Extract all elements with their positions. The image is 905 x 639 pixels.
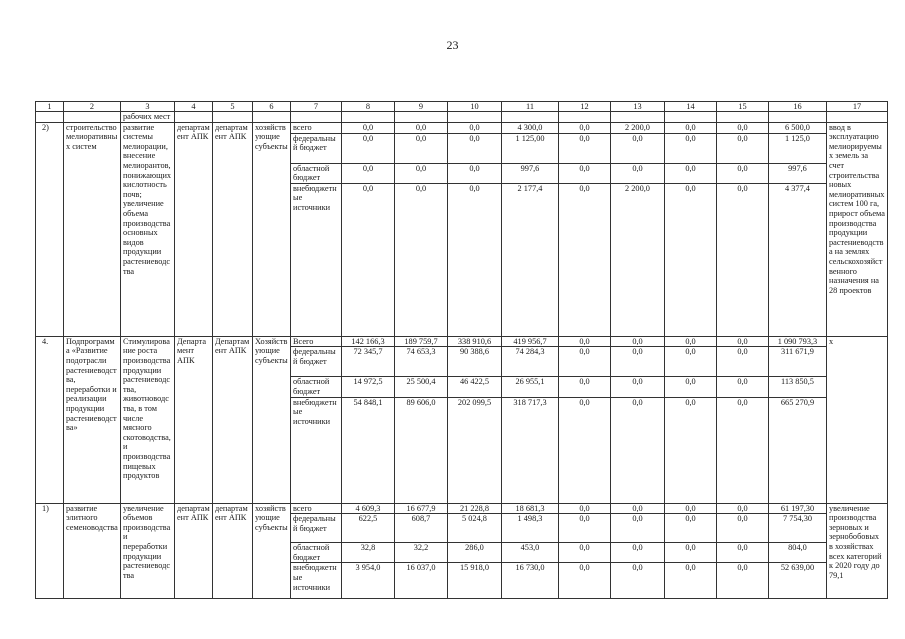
section-coexecutor: департамент АПК — [213, 122, 253, 336]
funding-value: 286,0 — [448, 543, 502, 563]
funding-value: 0,0 — [559, 503, 611, 514]
funding-value: 0,0 — [665, 133, 717, 163]
funding-value: 0,0 — [611, 563, 665, 599]
column-header-9: 9 — [395, 102, 448, 112]
funding-value: 1 125,0 — [769, 133, 827, 163]
section-name: строительство мелиоративных систем — [64, 122, 121, 336]
section-id: 2) — [36, 122, 64, 336]
funding-value: 0,0 — [342, 163, 395, 183]
funding-source: Всего — [291, 336, 342, 347]
funding-value: 0,0 — [559, 163, 611, 183]
funding-value: 0,0 — [665, 397, 717, 503]
funding-value: 0,0 — [717, 336, 769, 347]
funding-value: 0,0 — [665, 543, 717, 563]
funding-value: 2 177,4 — [502, 183, 559, 336]
funding-value: 26 955,1 — [502, 377, 559, 397]
column-number-row — [36, 102, 888, 112]
funding-value: 0,0 — [395, 122, 448, 133]
funding-value: 0,0 — [665, 377, 717, 397]
section-participants: хозяйствующие субъекты — [253, 122, 291, 336]
funding-value: 32,2 — [395, 543, 448, 563]
funding-value: 0,0 — [665, 503, 717, 514]
funding-value: 0,0 — [559, 122, 611, 133]
funding-value: 0,0 — [665, 183, 717, 336]
funding-value: 804,0 — [769, 543, 827, 563]
funding-value: 0,0 — [611, 163, 665, 183]
funding-value: 0,0 — [611, 347, 665, 377]
funding-value: 608,7 — [395, 514, 448, 543]
funding-value: 0,0 — [611, 133, 665, 163]
funding-source: всего — [291, 122, 342, 133]
funding-value: 0,0 — [717, 183, 769, 336]
section-coexecutor: департамент АПК — [213, 503, 253, 599]
funding-value: 0,0 — [559, 514, 611, 543]
funding-source: федеральный бюджет — [291, 514, 342, 543]
funding-value: 16 730,0 — [502, 563, 559, 599]
funding-value: 7 754,30 — [769, 514, 827, 543]
funding-value: 0,0 — [717, 397, 769, 503]
funding-value: 52 639,00 — [769, 563, 827, 599]
funding-value: 4 609,3 — [342, 503, 395, 514]
section-id: 1) — [36, 503, 64, 599]
funding-value: 318 717,3 — [502, 397, 559, 503]
funding-value: 0,0 — [611, 397, 665, 503]
funding-value: 90 388,6 — [448, 347, 502, 377]
funding-value: 32,8 — [342, 543, 395, 563]
funding-value: 2 200,0 — [611, 183, 665, 336]
funding-value: 997,6 — [502, 163, 559, 183]
section-name: Подпрограмма «Развитие подотрасли растениеводства, переработки и реализации продукции растениеводства» — [64, 336, 121, 503]
funding-value: 0,0 — [717, 514, 769, 543]
funding-value: 0,0 — [717, 563, 769, 599]
funding-value: 0,0 — [665, 514, 717, 543]
column-header-8: 8 — [342, 102, 395, 112]
funding-value: 72 345,7 — [342, 347, 395, 377]
funding-source: внебюджетные источники — [291, 563, 342, 599]
funding-value: 0,0 — [395, 163, 448, 183]
funding-value: 0,0 — [717, 503, 769, 514]
funding-value: 0,0 — [395, 183, 448, 336]
funding-value: 0,0 — [559, 347, 611, 377]
funding-value: 4 377,4 — [769, 183, 827, 336]
funding-value: 0,0 — [717, 347, 769, 377]
funding-value: 16 677,9 — [395, 503, 448, 514]
funding-value: 2 200,0 — [611, 122, 665, 133]
funding-value: 0,0 — [665, 163, 717, 183]
funding-value: 4 300,0 — [502, 122, 559, 133]
funding-source: всего — [291, 503, 342, 514]
section-executor: департамент АПК — [175, 503, 213, 599]
funding-value: 21 228,8 — [448, 503, 502, 514]
column-header-6: 6 — [253, 102, 291, 112]
column-header-15: 15 — [717, 102, 769, 112]
section-2-row-1 — [36, 336, 888, 347]
funding-value: 0,0 — [611, 514, 665, 543]
funding-value: 338 910,6 — [448, 336, 502, 347]
funding-value: 0,0 — [559, 397, 611, 503]
funding-value: 0,0 — [448, 133, 502, 163]
funding-value: 3 954,0 — [342, 563, 395, 599]
funding-value: 1 090 793,3 — [769, 336, 827, 347]
funding-value: 0,0 — [611, 377, 665, 397]
carry-over-row — [36, 112, 888, 123]
section-result: х — [827, 336, 888, 503]
column-header-7: 7 — [291, 102, 342, 112]
section-id: 4. — [36, 336, 64, 503]
funding-value: 74 284,3 — [502, 347, 559, 377]
funding-source: федеральный бюджет — [291, 133, 342, 163]
funding-value: 0,0 — [717, 377, 769, 397]
funding-value: 89 606,0 — [395, 397, 448, 503]
funding-value: 0,0 — [611, 336, 665, 347]
column-header-1: 1 — [36, 102, 64, 112]
section-measure: развитие системы мелиорации, внесение мелиорантов, понижающих кислотность почв; увеличение объема производства основных видов продукции растениеводства — [121, 122, 175, 336]
funding-value: 0,0 — [611, 543, 665, 563]
funding-source: областной бюджет — [291, 377, 342, 397]
funding-value: 113 850,5 — [769, 377, 827, 397]
funding-value: 74 653,3 — [395, 347, 448, 377]
funding-value: 16 037,0 — [395, 563, 448, 599]
funding-source: областной бюджет — [291, 163, 342, 183]
funding-value: 0,0 — [448, 183, 502, 336]
funding-source: внебюджетные источники — [291, 397, 342, 503]
funding-value: 0,0 — [717, 133, 769, 163]
funding-value: 6 500,0 — [769, 122, 827, 133]
funding-value: 0,0 — [559, 377, 611, 397]
funding-value: 311 671,9 — [769, 347, 827, 377]
funding-value: 1 498,3 — [502, 514, 559, 543]
section-participants: Хозяйствующие субъекты — [253, 336, 291, 503]
funding-source: внебюджетные источники — [291, 183, 342, 336]
funding-value: 419 956,7 — [502, 336, 559, 347]
column-header-5: 5 — [213, 102, 253, 112]
funding-value: 0,0 — [342, 183, 395, 336]
funding-value: 202 099,5 — [448, 397, 502, 503]
funding-value: 453,0 — [502, 543, 559, 563]
page-number: 23 — [446, 38, 459, 52]
column-header-10: 10 — [448, 102, 502, 112]
funding-value: 0,0 — [559, 543, 611, 563]
section-measure: Стимулирование роста производства продукции растениеводства, животноводства, в том числе мясного скотоводства, и производства пищевых продуктов — [121, 336, 175, 503]
funding-value: 5 024,8 — [448, 514, 502, 543]
section-result: увеличение производства зерновых и зернобобовых в хозяйствах всех категорий к 2020 году до 79,1 — [827, 503, 888, 599]
funding-value: 0,0 — [559, 563, 611, 599]
funding-value: 0,0 — [665, 347, 717, 377]
funding-value: 0,0 — [611, 503, 665, 514]
funding-value: 0,0 — [448, 163, 502, 183]
column-header-11: 11 — [502, 102, 559, 112]
budget-table — [35, 101, 888, 599]
funding-value: 622,5 — [342, 514, 395, 543]
funding-value: 0,0 — [665, 563, 717, 599]
funding-value: 665 270,9 — [769, 397, 827, 503]
funding-value: 189 759,7 — [395, 336, 448, 347]
funding-value: 25 500,4 — [395, 377, 448, 397]
funding-value: 54 848,1 — [342, 397, 395, 503]
funding-value: 0,0 — [559, 183, 611, 336]
budget-table-container — [35, 101, 885, 599]
funding-value: 15 918,0 — [448, 563, 502, 599]
section-result: ввод в эксплуатацию мелиорируемых земель за счет строительства новых мелиоративных систем 100 га, прирост объема производства продукции растениеводства на землях сельскохозяйственного назначения на 28 проектов — [827, 122, 888, 336]
funding-value: 0,0 — [665, 122, 717, 133]
funding-value: 0,0 — [559, 336, 611, 347]
funding-value: 0,0 — [717, 543, 769, 563]
funding-value: 0,0 — [717, 122, 769, 133]
section-executor: департамент АПК — [175, 122, 213, 336]
section-name: развитие элитного семеноводства — [64, 503, 121, 599]
section-executor: Департамент АПК — [175, 336, 213, 503]
section-participants: хозяйствующие субъекты — [253, 503, 291, 599]
funding-value: 61 197,30 — [769, 503, 827, 514]
funding-value: 14 972,5 — [342, 377, 395, 397]
funding-source: федеральный бюджет — [291, 347, 342, 377]
funding-value: 0,0 — [448, 122, 502, 133]
column-header-17: 17 — [827, 102, 888, 112]
funding-value: 142 166,3 — [342, 336, 395, 347]
section-1-row-1 — [36, 122, 888, 133]
funding-value: 46 422,5 — [448, 377, 502, 397]
funding-source: областной бюджет — [291, 543, 342, 563]
funding-value: 0,0 — [342, 133, 395, 163]
funding-value: 0,0 — [717, 163, 769, 183]
funding-value: 18 681,3 — [502, 503, 559, 514]
funding-value: 0,0 — [665, 336, 717, 347]
funding-value: 997,6 — [769, 163, 827, 183]
column-header-12: 12 — [559, 102, 611, 112]
section-measure: увеличение объемов производства и переработки продукции растениеводства — [121, 503, 175, 599]
funding-value: 0,0 — [342, 122, 395, 133]
funding-value: 0,0 — [559, 133, 611, 163]
column-header-3: 3 — [121, 102, 175, 112]
section-3-row-1 — [36, 503, 888, 514]
column-header-16: 16 — [769, 102, 827, 112]
funding-value: 1 125,00 — [502, 133, 559, 163]
carry-over-text: рабочих мест — [121, 112, 175, 123]
column-header-4: 4 — [175, 102, 213, 112]
column-header-2: 2 — [64, 102, 121, 112]
column-header-13: 13 — [611, 102, 665, 112]
funding-value: 0,0 — [395, 133, 448, 163]
section-coexecutor: Департамент АПК — [213, 336, 253, 503]
column-header-14: 14 — [665, 102, 717, 112]
